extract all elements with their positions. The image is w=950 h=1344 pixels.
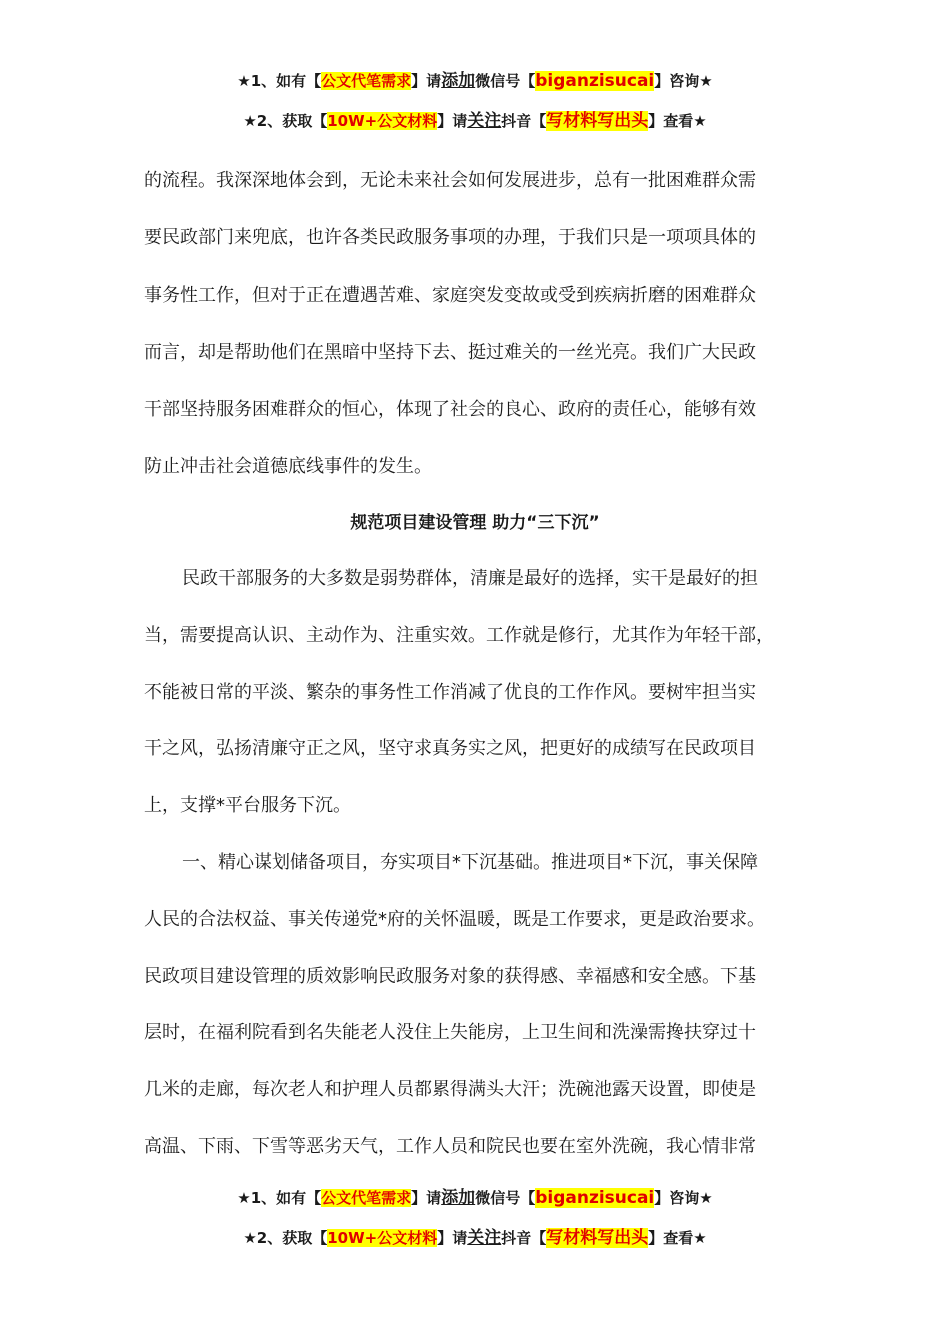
banner-text: ★2、获取【	[243, 112, 328, 130]
banner-text: 】咨询★	[654, 72, 713, 90]
banner-text: ★1、如有【	[237, 72, 322, 90]
body-line: 不能被日常的平淡、繁杂的事务性工作消减了优良的工作作风。要树牢担当实	[144, 682, 756, 703]
body-line: 高温、下雨、下雪等恶劣天气，工作人员和院民也要在室外洗碗，我心情非常	[144, 1136, 756, 1157]
banner-text: 】请	[437, 1229, 468, 1247]
body-line: 当，需要提高认识、主动作为、注重实效。工作就是修行，尤其作为年轻干部，	[144, 625, 774, 646]
banner-underline: 添加	[441, 1188, 476, 1208]
banner-underline: 关注	[467, 111, 502, 131]
banner-highlight: 公文代笔需求	[321, 1189, 412, 1207]
banner-underline: 关注	[467, 1228, 502, 1248]
body-line: 事务性工作，但对于正在遭遇苦难、家庭突发变故或受到疾病折磨的困难群众	[144, 285, 756, 306]
banner-text: 】咨询★	[654, 1189, 713, 1207]
banner-text: 抖音【	[501, 1229, 547, 1247]
banner-highlight: biganzisucai	[535, 71, 655, 91]
bottom-banner-line-1	[0, 1187, 950, 1209]
banner-highlight: 10W+公文材料	[327, 112, 438, 130]
banner-text: 微信号【	[475, 1189, 536, 1207]
body-line: 干之风，弘扬清廉守正之风，坚守求真务实之风，把更好的成绩写在民政项目	[144, 738, 756, 759]
body-line: 防止冲击社会道德底线事件的发生。	[144, 456, 432, 477]
top-banner-line-1	[0, 70, 950, 92]
body-line: 干部坚持服务困难群众的恒心，体现了社会的良心、政府的责任心，能够有效	[144, 399, 756, 420]
body-line: 层时，在福利院看到名失能老人没住上失能房，上卫生间和洗澡需搀扶穿过十	[144, 1022, 756, 1043]
section-title: 规范项目建设管理 助力“三下沉”	[350, 513, 600, 533]
body-line: 的流程。我深深地体会到，无论未来社会如何发展进步，总有一批困难群众需	[144, 170, 756, 191]
body-line: 一、精心谋划储备项目，夯实项目*下沉基础。推进项目*下沉，事关保障	[182, 852, 758, 873]
banner-text: ★1、如有【	[237, 1189, 322, 1207]
body-line: 民政项目建设管理的质效影响民政服务对象的获得感、幸福感和安全感。下基	[144, 966, 756, 987]
banner-text: 抖音【	[501, 112, 547, 130]
banner-highlight: 10W+公文材料	[327, 1229, 438, 1247]
body-line: 上，支撑*平台服务下沉。	[144, 795, 351, 816]
banner-highlight: 公文代笔需求	[321, 72, 412, 90]
banner-text: 】查看★	[648, 112, 707, 130]
banner-underline: 添加	[441, 71, 476, 91]
body-line: 民政干部服务的大多数是弱势群体，清廉是最好的选择，实干是最好的担	[182, 568, 758, 589]
banner-text: 】请	[411, 72, 442, 90]
bottom-banner-line-2	[0, 1227, 950, 1249]
banner-text: 微信号【	[475, 72, 536, 90]
body-line: 而言，却是帮助他们在黑暗中坚持下去、挺过难关的一丝光亮。我们广大民政	[144, 342, 756, 363]
body-line: 人民的合法权益、事关传递党*府的关怀温暖，既是工作要求，更是政治要求。	[144, 909, 765, 930]
banner-highlight: 写材料写出头	[546, 1228, 649, 1248]
banner-highlight: 写材料写出头	[546, 111, 649, 131]
banner-text: 】请	[411, 1189, 442, 1207]
top-banner-line-2	[0, 110, 950, 132]
banner-text: 】请	[437, 112, 468, 130]
banner-highlight: biganzisucai	[535, 1188, 655, 1208]
body-line: 要民政部门来兜底，也许各类民政服务事项的办理，于我们只是一项项具体的	[144, 227, 756, 248]
banner-text: 】查看★	[648, 1229, 707, 1247]
body-line: 几米的走廊，每次老人和护理人员都累得满头大汗；洗碗池露天设置，即使是	[144, 1079, 756, 1100]
banner-text: ★2、获取【	[243, 1229, 328, 1247]
